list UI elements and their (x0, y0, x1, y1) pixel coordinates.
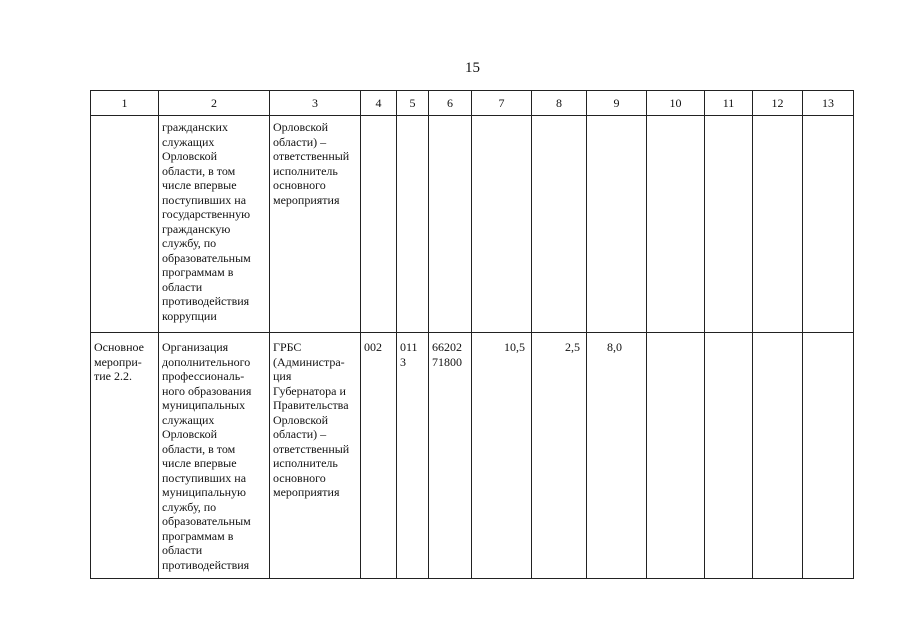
column-header: 13 (803, 91, 854, 116)
table-cell (705, 333, 753, 579)
column-header: 5 (397, 91, 429, 116)
cell-text (91, 116, 158, 120)
table-cell (159, 116, 270, 333)
cell-text (429, 116, 471, 120)
cell-text (753, 333, 802, 337)
cell-text: Основное меропри- тие 2.2. (94, 340, 144, 383)
table-row (91, 333, 854, 579)
cell-text (705, 116, 752, 120)
cell-text (361, 116, 396, 120)
table-cell (587, 116, 647, 333)
cell-text: Орловской области) – ответственный исполнитель основного мероприятия (273, 120, 350, 207)
table-cell (429, 116, 472, 333)
cell-text (647, 333, 704, 337)
table-cell (587, 333, 647, 579)
table-cell (397, 116, 429, 333)
table-cell (647, 333, 705, 579)
column-header: 1 (91, 91, 159, 116)
table-cell (361, 116, 397, 333)
table-cell (397, 333, 429, 579)
table-cell (753, 116, 803, 333)
cell-text (705, 333, 752, 337)
table-cell (472, 116, 532, 333)
table-cell (647, 116, 705, 333)
table-cell (270, 116, 361, 333)
table-cell (753, 333, 803, 579)
table-row (91, 116, 854, 333)
cell-text (647, 116, 704, 120)
cell-text: гражданских служащих Орловской области, в том числе впервые поступивших на государственную гражданскую службу, по образовательным программам в области противодействия коррупции (162, 120, 251, 323)
cell-text: 66202 71800 (432, 340, 462, 369)
column-header: 4 (361, 91, 397, 116)
column-header: 6 (429, 91, 472, 116)
column-header: 10 (647, 91, 705, 116)
table-cell (361, 333, 397, 579)
table-cell (803, 116, 854, 333)
table-cell (532, 116, 587, 333)
table-cell (705, 116, 753, 333)
cell-text: Организация дополнительного профессиональ- ного образования муниципальных служащих Орловской области, в том числе впервые поступивших на муниципальную службу, по образовательным программам в области противодействия (162, 340, 252, 572)
column-header: 12 (753, 91, 803, 116)
page-number: 15 (465, 60, 480, 76)
cell-text: 2,5 (565, 340, 580, 354)
column-header: 11 (705, 91, 753, 116)
cell-text (803, 333, 853, 337)
column-header: 3 (270, 91, 361, 116)
cell-text (587, 116, 646, 120)
cell-text: 8,0 (607, 340, 622, 354)
column-header: 7 (472, 91, 532, 116)
table-cell (91, 116, 159, 333)
cell-text (753, 116, 802, 120)
cell-text: 002 (364, 340, 382, 354)
column-header: 9 (587, 91, 647, 116)
table-cell (91, 333, 159, 579)
budget-table (90, 90, 854, 579)
table-cell (429, 333, 472, 579)
cell-text (397, 116, 428, 120)
table-cell (532, 333, 587, 579)
column-header: 2 (159, 91, 270, 116)
table-cell (472, 333, 532, 579)
cell-text (472, 116, 531, 120)
table-cell (159, 333, 270, 579)
cell-text (803, 116, 853, 120)
table-cell (270, 333, 361, 579)
table-cell (803, 333, 854, 579)
cell-text: 10,5 (504, 340, 525, 354)
cell-text (532, 116, 586, 120)
column-header: 8 (532, 91, 587, 116)
header-row (91, 91, 854, 116)
cell-text: ГРБС (Администра- ция Губернатора и Правительства Орловской области) – ответственный исполнитель основного мероприятия (273, 340, 350, 499)
cell-text: 011 3 (400, 340, 418, 369)
